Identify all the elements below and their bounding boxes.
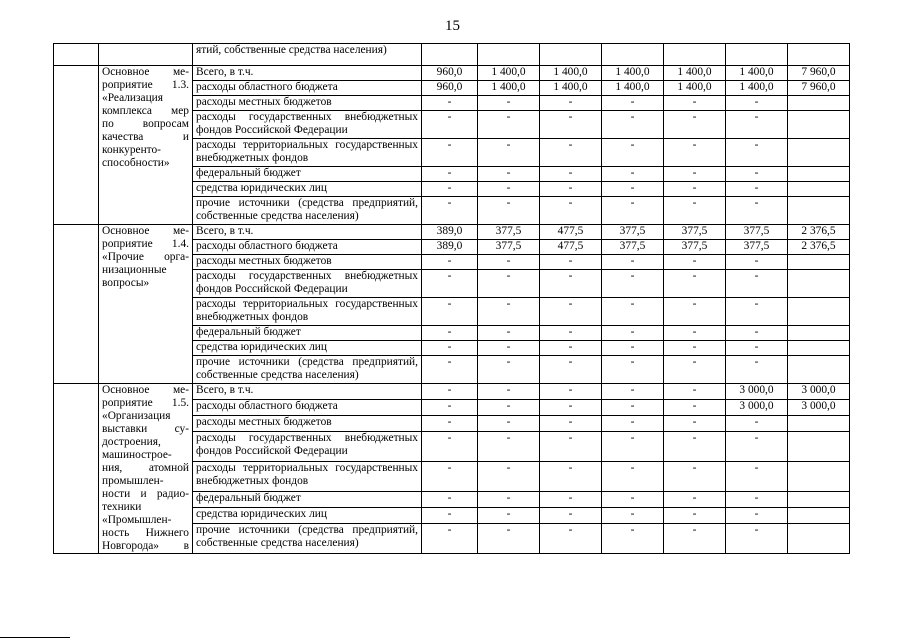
value-cell: - [478, 384, 540, 400]
value-cell [788, 507, 850, 523]
value-cell: - [726, 341, 788, 356]
funding-source: Всего, в т.ч. [193, 384, 422, 400]
value-cell: - [478, 255, 540, 270]
value-cell: - [602, 524, 664, 554]
value-cell: - [422, 400, 478, 416]
value-cell: 477,5 [540, 225, 602, 240]
value-cell [788, 432, 850, 462]
value-cell: - [664, 491, 726, 507]
activity-line: «Промышлен- [102, 514, 172, 526]
funding-source: расходы территориальных государственных внебюджетных фондов [193, 298, 422, 326]
value-cell: - [478, 416, 540, 432]
funding-source: расходы территориальных государственных внебюджетных фондов [193, 139, 422, 167]
value-cell: - [602, 462, 664, 492]
value-cell: - [478, 462, 540, 492]
value-cell: - [422, 182, 478, 197]
value-cell: - [664, 270, 726, 298]
value-cell: 3 000,0 [726, 400, 788, 416]
value-cell: - [602, 384, 664, 400]
value-cell: - [664, 167, 726, 182]
value-cell: - [602, 298, 664, 326]
value-cell: - [602, 197, 664, 225]
value-cell: - [540, 341, 602, 356]
value-cell: - [664, 139, 726, 167]
funding-source: расходы областного бюджета [193, 240, 422, 255]
value-cell [788, 356, 850, 384]
activity-line: качества и [102, 131, 189, 143]
value-cell [726, 44, 788, 66]
value-cell: 1 400,0 [602, 66, 664, 81]
value-cell: - [540, 462, 602, 492]
value-cell [788, 270, 850, 298]
value-cell: 377,5 [664, 225, 726, 240]
value-cell: - [726, 462, 788, 492]
value-cell [478, 44, 540, 66]
value-cell: - [422, 270, 478, 298]
value-cell: 960,0 [422, 66, 478, 81]
value-cell: - [664, 326, 726, 341]
value-cell: - [602, 111, 664, 139]
value-cell: - [602, 139, 664, 167]
value-cell: - [726, 491, 788, 507]
activity-line: по вопросам [102, 118, 189, 130]
value-cell: - [664, 384, 726, 400]
value-cell [788, 167, 850, 182]
empty-cell [54, 66, 99, 225]
value-cell: - [726, 96, 788, 111]
value-cell: - [664, 507, 726, 523]
value-cell: - [540, 139, 602, 167]
funding-source: федеральный бюджет [193, 491, 422, 507]
funding-source: расходы государственных внебюджетных фондов Российской Федерации [193, 432, 422, 462]
value-cell: - [422, 432, 478, 462]
value-cell: - [422, 462, 478, 492]
value-cell: 3 000,0 [726, 384, 788, 400]
value-cell: - [422, 524, 478, 554]
value-cell [788, 326, 850, 341]
value-cell: - [602, 507, 664, 523]
activity-cell [99, 44, 193, 66]
funding-source: прочие источники (средства предприятий, собственные средства населения) [193, 356, 422, 384]
value-cell: - [602, 356, 664, 384]
value-cell: - [422, 491, 478, 507]
value-cell: 389,0 [422, 225, 478, 240]
value-cell: - [422, 356, 478, 384]
value-cell [540, 44, 602, 66]
value-cell: - [664, 432, 726, 462]
table-row [54, 225, 850, 240]
value-cell: - [664, 462, 726, 492]
value-cell: - [540, 491, 602, 507]
value-cell: 2 376,5 [788, 240, 850, 255]
table-row [54, 44, 850, 66]
value-cell: - [602, 167, 664, 182]
funding-source: расходы местных бюджетов [193, 96, 422, 111]
activity-name [99, 384, 193, 554]
value-cell: - [726, 326, 788, 341]
value-cell: - [422, 255, 478, 270]
table-row [54, 66, 850, 81]
value-cell: - [540, 167, 602, 182]
value-cell: - [540, 270, 602, 298]
activity-line: ния, атомной [102, 462, 189, 474]
value-cell: 377,5 [478, 240, 540, 255]
value-cell: - [540, 356, 602, 384]
funding-source: средства юридических лиц [193, 507, 422, 523]
value-cell [788, 524, 850, 554]
value-cell: - [478, 400, 540, 416]
activity-line: Основное ме- [102, 384, 189, 396]
activity-line: вопросы» [102, 277, 150, 289]
value-cell: - [422, 416, 478, 432]
value-cell: - [726, 139, 788, 167]
value-cell: - [540, 298, 602, 326]
activity-line: «Реализация [102, 92, 163, 104]
value-cell: - [664, 255, 726, 270]
value-cell: - [602, 96, 664, 111]
value-cell [788, 111, 850, 139]
value-cell: - [726, 167, 788, 182]
value-cell: 1 400,0 [540, 66, 602, 81]
value-cell: - [664, 416, 726, 432]
value-cell: - [478, 96, 540, 111]
value-cell: - [726, 255, 788, 270]
value-cell: - [602, 255, 664, 270]
value-cell: 1 400,0 [726, 81, 788, 96]
value-cell: 389,0 [422, 240, 478, 255]
funding-source: прочие источники (средства предприятий, собственные средства населения) [193, 524, 422, 554]
activity-line: роприятие 1.5. [102, 397, 189, 409]
value-cell: - [422, 139, 478, 167]
value-cell: - [540, 524, 602, 554]
activity-line: машинострое- [102, 449, 172, 461]
value-cell: - [478, 298, 540, 326]
funding-source: средства юридических лиц [193, 341, 422, 356]
funding-source: расходы областного бюджета [193, 81, 422, 96]
value-cell: 477,5 [540, 240, 602, 255]
value-cell: - [664, 96, 726, 111]
value-cell: 377,5 [602, 225, 664, 240]
value-cell: 1 400,0 [726, 66, 788, 81]
value-cell: - [478, 491, 540, 507]
value-cell: - [726, 270, 788, 298]
activity-line: Новгорода» в [102, 540, 189, 552]
funding-source: расходы местных бюджетов [193, 255, 422, 270]
value-cell [788, 341, 850, 356]
value-cell: - [664, 182, 726, 197]
value-cell: - [478, 197, 540, 225]
value-cell: - [602, 416, 664, 432]
funding-source: средства юридических лиц [193, 182, 422, 197]
value-cell: - [422, 197, 478, 225]
value-cell: - [726, 197, 788, 225]
activity-line: «Организация [102, 410, 171, 422]
activity-line: роприятие 1.4. [102, 238, 189, 250]
value-cell: - [602, 400, 664, 416]
activity-line: техники [102, 501, 142, 513]
funding-source: Всего, в т.ч. [193, 225, 422, 240]
funding-source: федеральный бюджет [193, 167, 422, 182]
value-cell: 7 960,0 [788, 81, 850, 96]
value-cell: - [478, 524, 540, 554]
value-cell [788, 298, 850, 326]
value-cell: - [726, 111, 788, 139]
value-cell: - [664, 298, 726, 326]
page-number: 15 [445, 18, 460, 34]
activity-line: выставки су- [102, 423, 189, 435]
value-cell: - [540, 326, 602, 341]
value-cell: - [422, 341, 478, 356]
value-cell: - [478, 139, 540, 167]
value-cell [788, 197, 850, 225]
value-cell: 377,5 [478, 225, 540, 240]
value-cell: - [602, 432, 664, 462]
value-cell [788, 416, 850, 432]
value-cell: - [664, 111, 726, 139]
value-cell: - [478, 432, 540, 462]
value-cell: 3 000,0 [788, 384, 850, 400]
activity-line: низационные [102, 264, 167, 276]
value-cell: 1 400,0 [478, 66, 540, 81]
value-cell: - [540, 182, 602, 197]
value-cell: 377,5 [664, 240, 726, 255]
activity-line: конкуренто- [102, 144, 161, 156]
value-cell: 1 400,0 [540, 81, 602, 96]
funding-source: расходы местных бюджетов [193, 416, 422, 432]
value-cell: - [726, 432, 788, 462]
footer-rule [0, 637, 70, 638]
value-cell: - [540, 96, 602, 111]
activity-line: Основное ме- [102, 225, 189, 237]
value-cell: - [422, 167, 478, 182]
activity-line: ность Нижнего [102, 527, 189, 539]
value-cell: 377,5 [602, 240, 664, 255]
activity-line: промышлен- [102, 475, 164, 487]
value-cell: - [422, 111, 478, 139]
activity-line: комплекса мер [102, 105, 189, 117]
value-cell [788, 491, 850, 507]
value-cell: - [478, 111, 540, 139]
value-cell: 1 400,0 [478, 81, 540, 96]
funding-source: прочие источники (средства предприятий, собственные средства населения) [193, 197, 422, 225]
value-cell: - [602, 341, 664, 356]
value-cell: - [422, 507, 478, 523]
value-cell: 1 400,0 [664, 66, 726, 81]
value-cell: - [664, 524, 726, 554]
activity-line: «Прочие орга- [102, 251, 189, 263]
value-cell: - [540, 400, 602, 416]
funding-source: расходы территориальных государственных внебюджетных фондов [193, 462, 422, 492]
funding-source: Всего, в т.ч. [193, 66, 422, 81]
value-cell: 7 960,0 [788, 66, 850, 81]
value-cell [422, 44, 478, 66]
empty-cell [54, 384, 99, 554]
value-cell: - [540, 384, 602, 400]
value-cell: 960,0 [422, 81, 478, 96]
activity-line: ности и радио- [102, 488, 189, 500]
value-cell: 3 000,0 [788, 400, 850, 416]
value-cell: - [422, 96, 478, 111]
value-cell: - [726, 507, 788, 523]
activity-line: достроения, [102, 436, 161, 448]
value-cell [788, 462, 850, 492]
table-row [54, 384, 850, 400]
value-cell: 1 400,0 [664, 81, 726, 96]
value-cell: 1 400,0 [602, 81, 664, 96]
value-cell: - [726, 182, 788, 197]
value-cell [788, 44, 850, 66]
funding-source: расходы государственных внебюджетных фондов Российской Федерации [193, 270, 422, 298]
value-cell: - [478, 270, 540, 298]
value-cell: 2 376,5 [788, 225, 850, 240]
value-cell: - [540, 416, 602, 432]
activity-line: способности» [102, 157, 170, 169]
value-cell: - [540, 255, 602, 270]
source-cell: ятий, собственные средства населения) [193, 44, 422, 66]
value-cell [788, 182, 850, 197]
value-cell [664, 44, 726, 66]
value-cell: - [478, 182, 540, 197]
value-cell: - [478, 507, 540, 523]
activity-line: Основное ме- [102, 66, 189, 78]
value-cell: - [478, 341, 540, 356]
value-cell: - [664, 356, 726, 384]
value-cell: - [422, 326, 478, 341]
value-cell: - [478, 167, 540, 182]
value-cell: - [422, 384, 478, 400]
value-cell: - [726, 356, 788, 384]
funding-source: расходы областного бюджета [193, 400, 422, 416]
empty-cell [54, 225, 99, 384]
value-cell [788, 139, 850, 167]
value-cell: - [664, 400, 726, 416]
value-cell: - [602, 270, 664, 298]
value-cell: - [602, 182, 664, 197]
funding-source: расходы государственных внебюджетных фондов Российской Федерации [193, 111, 422, 139]
empty-cell [54, 44, 99, 66]
value-cell: - [726, 298, 788, 326]
value-cell [602, 44, 664, 66]
value-cell [788, 96, 850, 111]
value-cell: - [540, 507, 602, 523]
value-cell: - [726, 416, 788, 432]
value-cell: - [540, 111, 602, 139]
value-cell: 377,5 [726, 225, 788, 240]
value-cell: - [540, 432, 602, 462]
value-cell: - [602, 326, 664, 341]
activity-line: роприятие 1.3. [102, 79, 189, 91]
value-cell: - [540, 197, 602, 225]
activity-name [99, 66, 193, 225]
funding-table [53, 43, 850, 554]
value-cell: - [664, 341, 726, 356]
value-cell: - [602, 491, 664, 507]
value-cell: - [478, 326, 540, 341]
funding-source: федеральный бюджет [193, 326, 422, 341]
value-cell: - [726, 524, 788, 554]
value-cell: - [478, 356, 540, 384]
activity-name [99, 225, 193, 384]
value-cell: - [664, 197, 726, 225]
value-cell: - [422, 298, 478, 326]
value-cell: 377,5 [726, 240, 788, 255]
value-cell [788, 255, 850, 270]
